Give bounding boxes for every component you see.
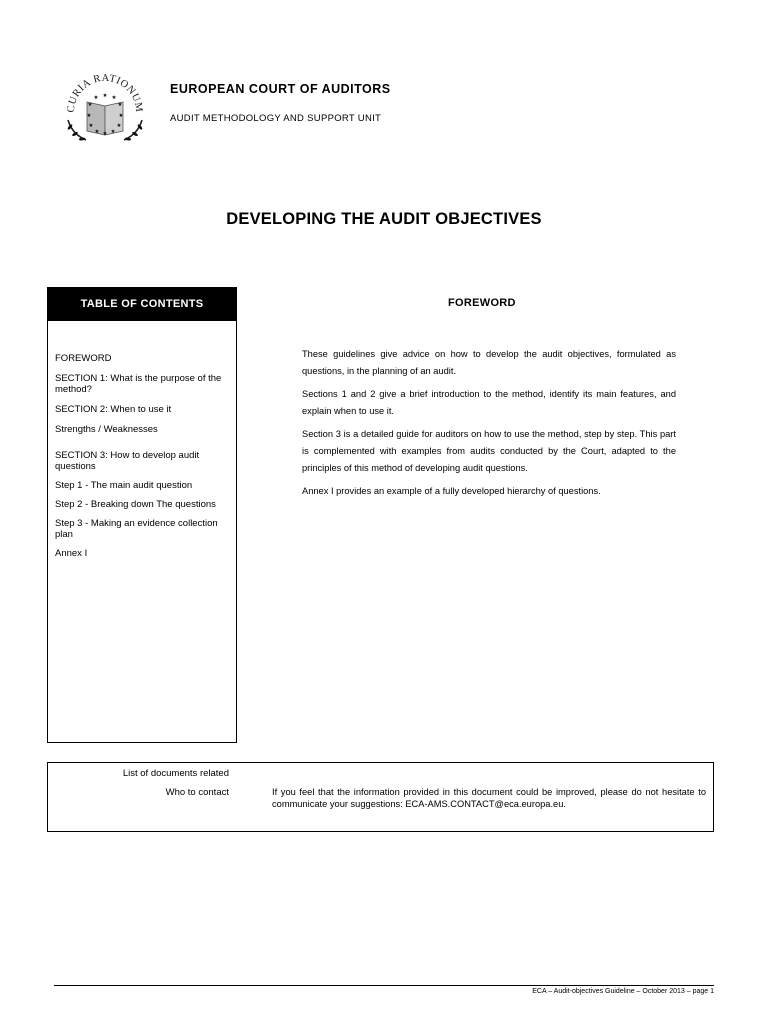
unit-name: AUDIT METHODOLOGY AND SUPPORT UNIT <box>170 113 382 124</box>
toc-item-step-2[interactable]: Step 2 - Breaking down The questions <box>55 499 216 510</box>
foreword-heading: FOREWORD <box>448 297 516 309</box>
svg-text:★: ★ <box>118 113 124 119</box>
svg-text:★: ★ <box>117 102 123 108</box>
foreword-paragraph: Section 3 is a detailed guide for auditors on how to use the method, step by step. This part is complemented with examples from audits conducted by the Court, adapted to the principles of this method of developing audit questions. <box>302 429 676 473</box>
contact-text[interactable]: If you feel that the information provided in this document could be improved, please do not hesitate to communicate your suggestions: ECA-AMS.CONTACT@eca.europa.eu. <box>272 787 706 809</box>
toc-item-foreword[interactable]: FOREWORD <box>55 353 112 364</box>
toc-header: TABLE OF CONTENTS <box>48 288 236 321</box>
toc-item-section-3[interactable]: SECTION 3: How to develop audit questions <box>55 450 200 472</box>
svg-text:★: ★ <box>94 129 100 135</box>
who-to-contact-label: Who to contact <box>165 787 229 798</box>
eca-logo <box>62 72 148 146</box>
svg-text:★: ★ <box>88 123 94 129</box>
related-documents-box <box>47 762 714 832</box>
footer-rule <box>54 985 714 986</box>
toc-item-strengths-weaknesses[interactable]: Strengths / Weaknesses <box>55 424 158 435</box>
foreword-paragraph: Sections 1 and 2 give a brief introduction to the method, identify its main features, and explain when to use it. <box>302 389 676 416</box>
page-footer: ECA – Audit-objectives Guideline – October 2013 – page 1 <box>532 988 714 995</box>
logo-motto: CURIA RATIONUM <box>65 72 145 114</box>
toc-item-step-1[interactable]: Step 1 - The main audit question <box>55 480 193 491</box>
svg-text:★: ★ <box>111 95 117 101</box>
svg-text:★: ★ <box>116 123 122 129</box>
toc-item-section-1[interactable]: SECTION 1: What is the purpose of the method? <box>55 373 222 395</box>
svg-text:★: ★ <box>102 131 108 137</box>
related-documents-label: List of documents related <box>122 768 229 779</box>
svg-text:★: ★ <box>93 95 99 101</box>
svg-text:★: ★ <box>87 102 93 108</box>
document-title: DEVELOPING THE AUDIT OBJECTIVES <box>226 210 542 228</box>
toc-list <box>55 353 233 559</box>
foreword-paragraph: Annex I provides an example of a fully developed hierarchy of questions. <box>302 486 601 496</box>
svg-text:★: ★ <box>102 93 108 99</box>
foreword-body <box>302 346 676 506</box>
svg-text:★: ★ <box>110 129 116 135</box>
organization-name: EUROPEAN COURT OF AUDITORS <box>170 82 391 96</box>
table-of-contents <box>47 287 237 743</box>
toc-item-section-2[interactable]: SECTION 2: When to use it <box>55 404 172 415</box>
foreword-paragraph: These guidelines give advice on how to develop the audit objectives, formulated as questions, in the planning of an audit. <box>302 349 676 376</box>
toc-item-step-3[interactable]: Step 3 - Making an evidence collection plan <box>55 518 218 540</box>
svg-text:★: ★ <box>86 113 92 119</box>
toc-item-annex-1[interactable]: Annex I <box>55 548 88 559</box>
